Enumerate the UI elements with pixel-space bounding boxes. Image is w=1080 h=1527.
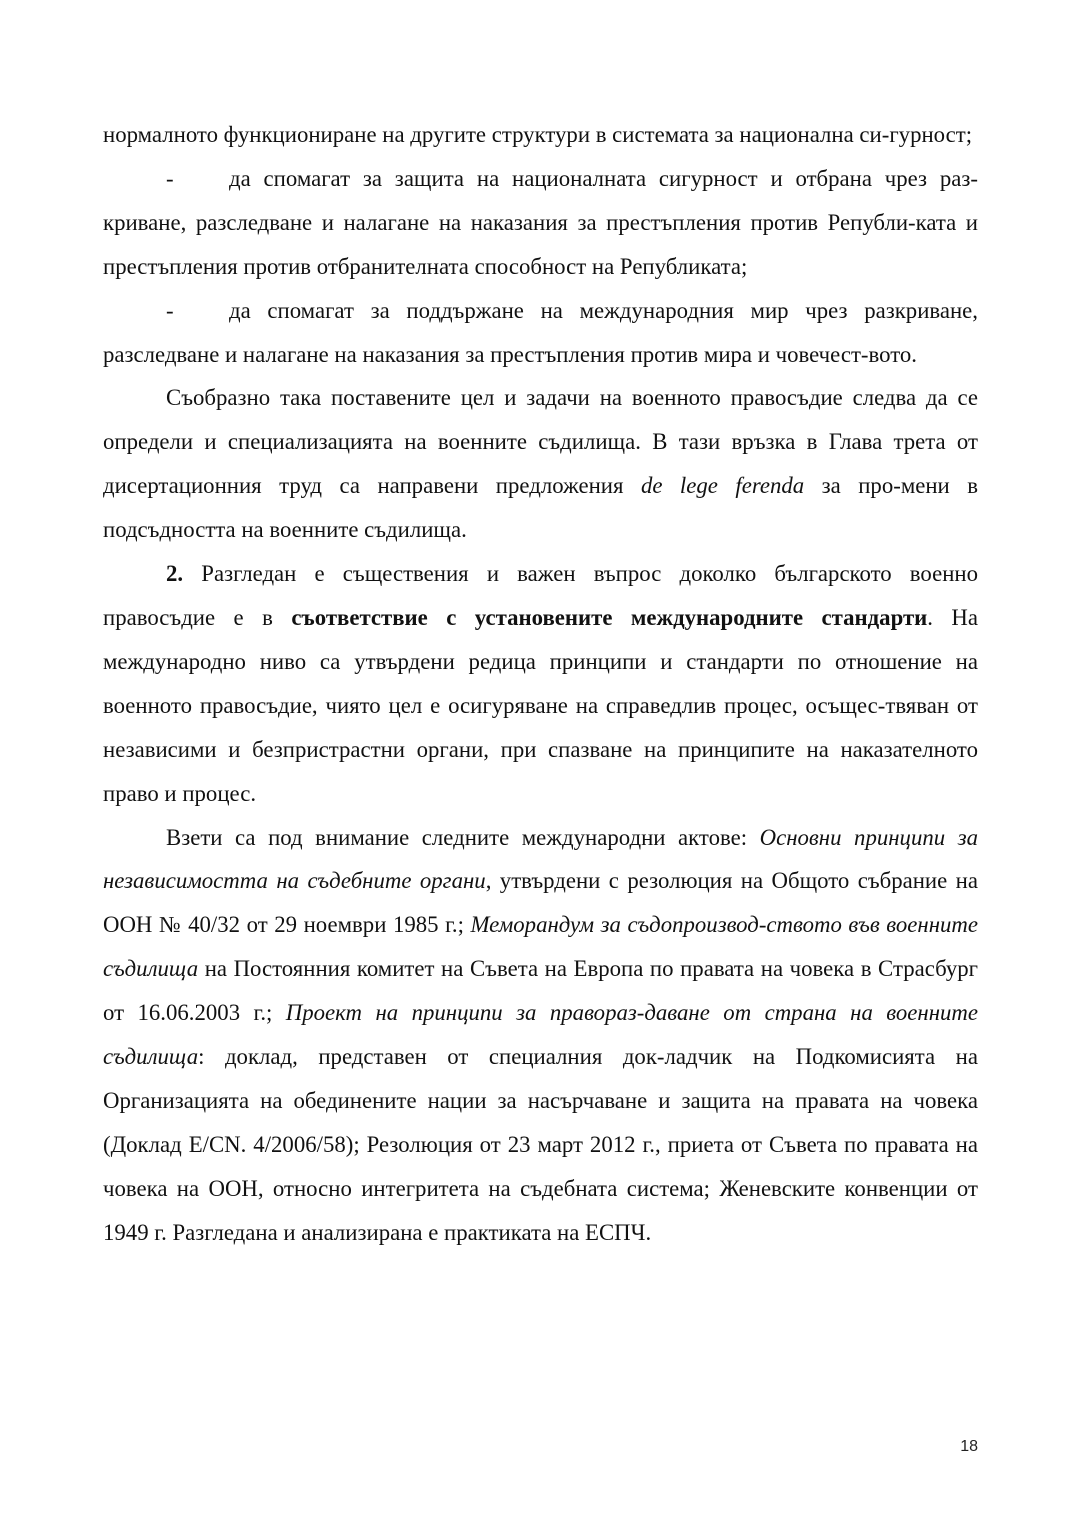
paragraph-6-italic-title-1: Основни принципи за независимостта на съдебните органи (103, 824, 978, 894)
paragraph-6-text-e: на Постоянния комитет на Съвета на Европа по правата на човека в Страсбург от 16.06.2003 г.; (103, 956, 978, 1026)
paragraph-6-italic-title-3: Проект на принципи за правораз-даване от страна на военните съдилища (103, 1000, 978, 1070)
bullet-item-1 (103, 157, 978, 289)
paragraph-5-number: 2. (166, 561, 184, 587)
paragraph-1-text: нормалното функциониране на другите структури в системата за национална си-гурност; (103, 122, 973, 147)
paragraph-6-italic-title-2: Меморандум за съдопроизвод-ството във военните съдилища (103, 912, 979, 982)
paragraph-6 (103, 816, 978, 1255)
paragraph-6-text-g: : доклад, представен от специалния док-ладчик на Подкомисията на Организацията на обединените нации за насърчаване и защита на правата на човека (Доклад E/CN. 4/2006/58); Резолюция от 23 март 2012 г., приета от Съвета по правата на човека на ООН, относно интегритета на съдебната система; Женевските конвенции от 1949 г. Разгледана и анализирана е практиката на ЕСПЧ. (103, 1044, 978, 1245)
paragraph-4-text-c: за про-мени в подсъдността на военните съдилища. (103, 473, 978, 543)
paragraph-4-latin-term: de lege ferenda (640, 473, 805, 499)
paragraph-5-text-a: Разгледан е съществения и важен въпрос доколко българското военно правосъдие е в (103, 561, 978, 630)
bullet-dash: - (166, 297, 174, 323)
bullet-item-2 (103, 289, 978, 377)
bullet-item-2-text: да спомагат за поддържане на международния мир чрез разкриване, разследване и налагане на наказания за престъпления против мира и човечест-вото. (103, 297, 978, 367)
page-number: 18 (960, 1438, 978, 1455)
paragraph-5-bold-phrase: съответствие с установените международните стандарти (291, 604, 928, 630)
paragraph-6-text-a: Взети са под внимание следните международни актове: (166, 824, 760, 850)
paragraph-4 (103, 376, 978, 552)
paragraph-4-text-a: Съобразно така поставените цел и задачи на военното правосъдие следва да се определи и специализацията на военните съдилища. В тази връзка в Глава трета от дисертационния труд са направени предложения (103, 385, 978, 499)
paragraph-6-text-c: , утвърдени с резолюция на Общото събрание на ООН № 40/32 от 29 ноември 1985 г.; (103, 868, 978, 938)
bullet-item-1-text: да спомагат за защита на националната сигурност и отбрана чрез раз-криване, разследване и налагане на наказания за престъпления против Републи-ката и престъпления против отбранителната способност на Републиката; (103, 165, 978, 279)
paragraph-1 (103, 113, 978, 157)
page-body (103, 113, 978, 1255)
paragraph-5 (103, 552, 978, 815)
paragraph-5-text-c: . На международно ниво са утвърдени редица принципи и стандарти по отношение на военното правосъдие, чиято цел е осигуряване на справедлив процес, осъщес-твяван от независими и безпристрастни органи, при спазване на принципите на наказателното право и процес. (103, 604, 978, 806)
bullet-dash: - (166, 165, 174, 191)
